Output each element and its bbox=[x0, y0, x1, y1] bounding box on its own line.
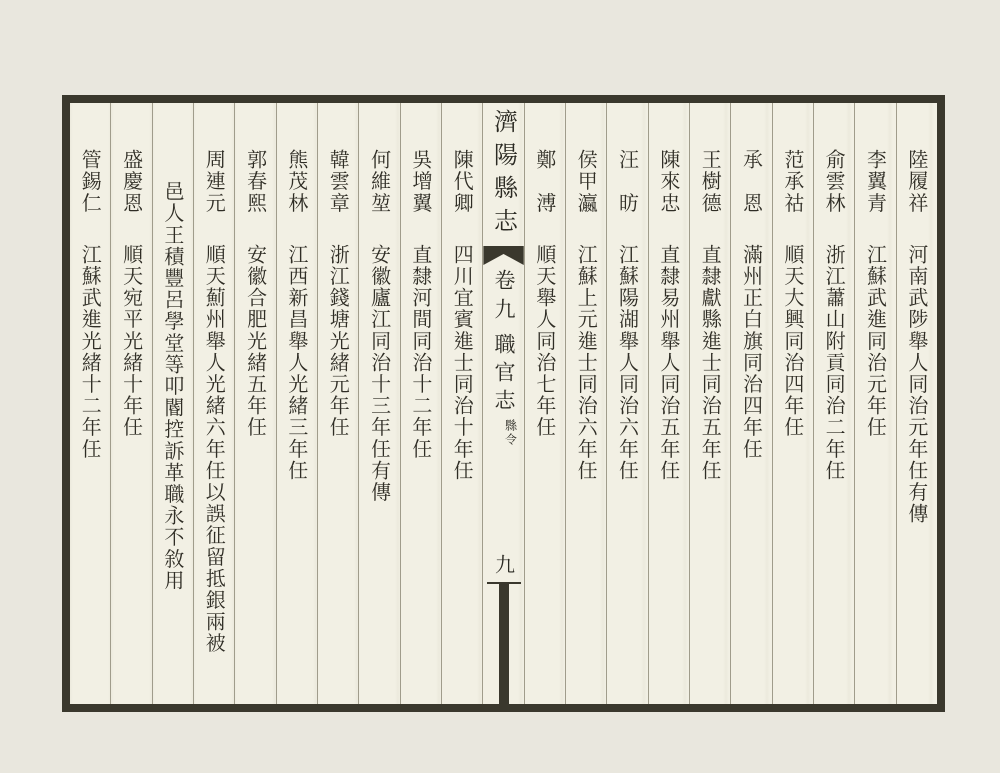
section-label: 職官志 bbox=[492, 333, 517, 417]
entry-column bbox=[400, 103, 441, 704]
page-number: 九 bbox=[491, 554, 516, 574]
entry-desc: 江蘇武進同治元年任 bbox=[863, 243, 888, 439]
entry-name: 汪 昉 bbox=[615, 149, 640, 214]
entry-name: 李翼青 bbox=[863, 149, 888, 214]
entry-desc: 直隸河間同治十二年任 bbox=[408, 243, 433, 460]
entry-column bbox=[110, 103, 151, 704]
name-desc-gap bbox=[296, 214, 297, 244]
entry-column bbox=[730, 103, 771, 704]
name-desc-gap bbox=[916, 214, 917, 244]
entry-column bbox=[358, 103, 399, 704]
entry-desc: 滿州正白旗同治四年任 bbox=[739, 243, 764, 460]
entry-desc: 邑人王積豐呂學堂等叩閽控訴革職永不敘用 bbox=[160, 181, 185, 592]
name-desc-gap bbox=[462, 214, 463, 244]
banxin-bar bbox=[499, 584, 509, 704]
name-desc-gap bbox=[710, 214, 711, 244]
page-frame bbox=[62, 95, 945, 712]
entry-name: 何維堃 bbox=[367, 149, 392, 214]
entry-name: 熊茂林 bbox=[284, 149, 309, 214]
name-desc-gap bbox=[255, 214, 256, 244]
text-columns bbox=[70, 103, 937, 704]
subsection-label: 縣令 bbox=[503, 419, 518, 447]
name-desc-gap bbox=[420, 214, 421, 244]
entry-name: 侯甲瀛 bbox=[574, 149, 599, 214]
entry-column bbox=[772, 103, 813, 704]
entry-column bbox=[276, 103, 317, 704]
entry-name: 范承祜 bbox=[780, 149, 805, 214]
entry-desc: 順天宛平光緒十年任 bbox=[119, 243, 144, 439]
entry-desc: 江蘇上元進士同治六年任 bbox=[574, 243, 599, 482]
entry-name: 承 恩 bbox=[739, 149, 764, 214]
entry-column bbox=[565, 103, 606, 704]
entry-column bbox=[441, 103, 482, 704]
entry-column bbox=[70, 103, 110, 704]
entry-name: 吳增翼 bbox=[408, 149, 433, 214]
entry-column bbox=[896, 103, 937, 704]
name-desc-gap bbox=[131, 214, 132, 244]
name-desc-gap bbox=[751, 214, 752, 244]
name-desc-gap bbox=[627, 214, 628, 244]
name-desc-gap bbox=[379, 214, 380, 244]
name-desc-gap bbox=[668, 214, 669, 244]
entry-desc: 河南武陟舉人同治元年任有傳 bbox=[904, 243, 929, 525]
entry-desc: 順天薊州舉人光緒六年任以誤征留抵銀兩被 bbox=[202, 243, 227, 655]
entry-desc: 江西新昌舉人光緒三年任 bbox=[284, 243, 309, 482]
entry-desc: 浙江蕭山附貢同治二年任 bbox=[822, 243, 847, 482]
name-desc-gap bbox=[214, 214, 215, 244]
entry-name: 王樹德 bbox=[698, 149, 723, 214]
entry-column bbox=[813, 103, 854, 704]
entry-column bbox=[854, 103, 895, 704]
entry-name: 郭春熙 bbox=[243, 149, 268, 214]
volume-label: 卷九 bbox=[492, 269, 517, 327]
name-desc-gap bbox=[544, 214, 545, 244]
name-desc-gap bbox=[792, 214, 793, 244]
entry-name: 俞雲林 bbox=[822, 149, 847, 214]
entry-name: 周連元 bbox=[202, 149, 227, 214]
entry-name: 韓雲章 bbox=[326, 149, 351, 214]
entry-desc: 江蘇陽湖舉人同治六年任 bbox=[615, 243, 640, 482]
entry-column bbox=[689, 103, 730, 704]
entry-column bbox=[524, 103, 565, 704]
fishtail-mark bbox=[483, 246, 523, 265]
entry-column bbox=[648, 103, 689, 704]
name-desc-gap bbox=[875, 214, 876, 244]
entry-desc: 安徽合肥光緒五年任 bbox=[243, 243, 268, 439]
entry-name: 鄭 溥 bbox=[532, 149, 557, 214]
entry-name: 陸履祥 bbox=[904, 149, 929, 214]
entry-column bbox=[606, 103, 647, 704]
name-desc-gap bbox=[834, 214, 835, 244]
name-desc-gap bbox=[90, 214, 91, 244]
entry-name: 陳來忠 bbox=[656, 149, 681, 214]
entry-desc: 直隸易州舉人同治五年任 bbox=[656, 243, 681, 482]
entry-desc: 安徽廬江同治十三年任有傳 bbox=[367, 243, 392, 504]
name-desc-gap bbox=[338, 214, 339, 244]
entry-desc: 順天舉人同治七年任 bbox=[532, 243, 557, 439]
center-column bbox=[482, 103, 523, 704]
entry-column bbox=[234, 103, 275, 704]
entry-column bbox=[317, 103, 358, 704]
book-title: 濟陽縣志 bbox=[489, 109, 518, 241]
entry-desc: 四川宜賓進士同治十年任 bbox=[450, 243, 475, 482]
entry-name: 管錫仁 bbox=[78, 149, 103, 214]
name-desc-gap bbox=[586, 214, 587, 244]
entry-desc: 順天大興同治四年任 bbox=[780, 243, 805, 439]
entry-column bbox=[193, 103, 234, 704]
entry-desc: 江蘇武進光緒十二年任 bbox=[78, 243, 103, 460]
entry-desc: 直隸獻縣進士同治五年任 bbox=[698, 243, 723, 482]
entry-desc: 浙江錢塘光緒元年任 bbox=[326, 243, 351, 439]
entry-name: 盛慶恩 bbox=[119, 149, 144, 214]
entry-column bbox=[152, 103, 193, 704]
entry-name: 陳代卿 bbox=[450, 149, 475, 214]
